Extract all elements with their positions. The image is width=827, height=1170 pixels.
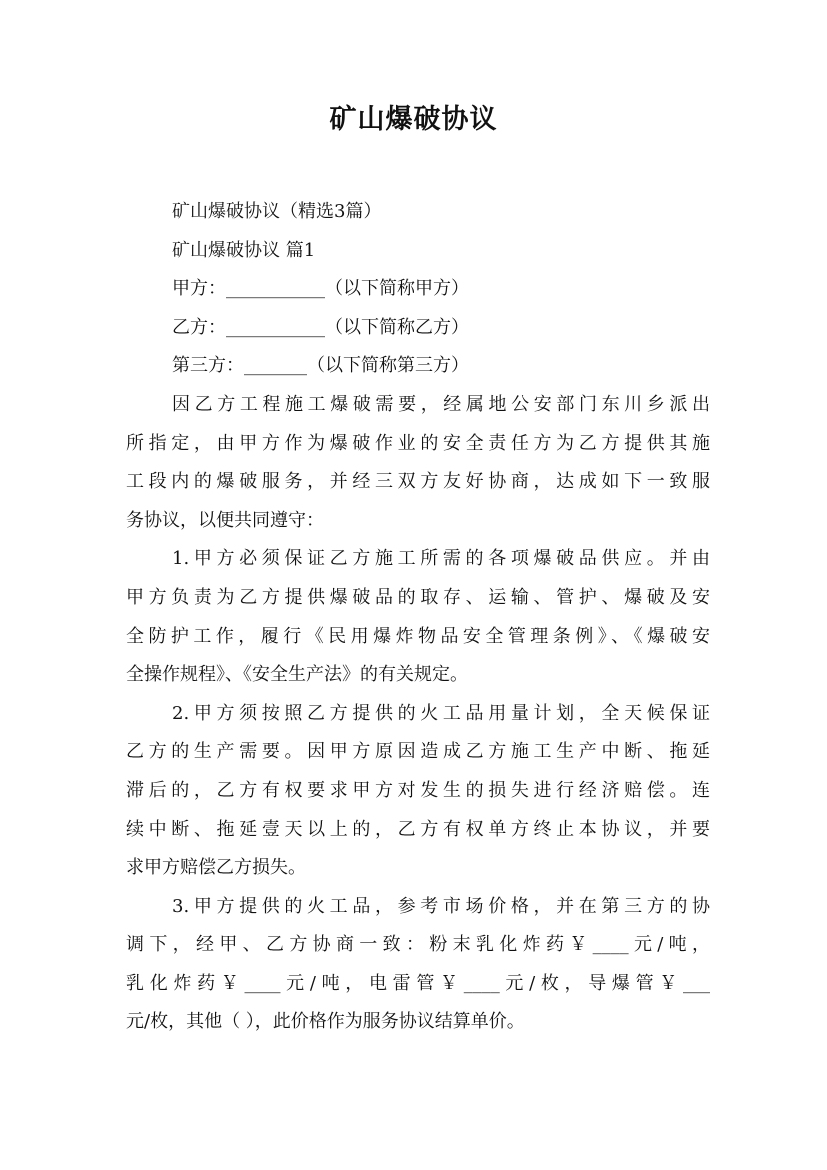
party-a-line: 甲方：___________（以下简称甲方）	[172, 278, 469, 300]
intro-paragraph-line: 所指定，由甲方作为爆破作业的安全责任方为乙方提供其施	[126, 432, 710, 454]
clause-3-line: 3.甲方提供的火工品，参考市场价格，并在第三方的协	[172, 895, 710, 917]
clause-2-line: 求甲方赔偿乙方损失。	[126, 857, 306, 879]
subtitle-line: 矿山爆破协议（精选3篇）	[172, 201, 382, 222]
clause-3-line: 调下，经甲、乙方协商一致：粉末乳化炸药￥____元/吨，	[126, 934, 710, 956]
clause-3-line: 乳化炸药￥____元/吨，电雷管￥____元/枚，导爆管￥___	[126, 972, 710, 994]
third-party-line: 第三方：_______（以下简称第三方）	[172, 355, 469, 377]
intro-paragraph-line: 务协议，以便共同遵守：	[126, 509, 324, 531]
clause-1-line: 全操作规程》、《安全生产法》的有关规定。	[126, 664, 468, 686]
clause-2-line: 滞后的，乙方有权要求甲方对发生的损失进行经济赔偿。连	[126, 779, 710, 801]
intro-paragraph-line: 因乙方工程施工爆破需要，经属地公安部门东川乡派出	[172, 393, 710, 415]
clause-3-line: 元/枚，其他（ ），此价格作为服务协议结算单价。	[126, 1011, 525, 1033]
clause-2-line: 2.甲方须按照乙方提供的火工品用量计划，全天候保证	[172, 702, 710, 724]
clause-1-line: 甲方负责为乙方提供爆破品的取存、运输、管护、爆破及安	[126, 586, 710, 608]
clause-2-line: 续中断、拖延壹天以上的，乙方有权单方终止本协议，并要	[126, 818, 710, 840]
document-title: 矿山爆破协议	[329, 104, 498, 135]
section-heading: 矿山爆破协议 篇1	[172, 239, 316, 261]
party-b-line: 乙方：___________（以下简称乙方）	[172, 316, 469, 338]
clause-2-line: 乙方的生产需要。因甲方原因造成乙方施工生产中断、拖延	[126, 741, 710, 763]
clause-1-line: 全防护工作，履行《民用爆炸物品安全管理条例》、《爆破安	[126, 625, 710, 647]
intro-paragraph-line: 工段内的爆破服务，并经三双方友好协商，达成如下一致服	[126, 471, 710, 493]
clause-1-line: 1.甲方必须保证乙方施工所需的各项爆破品供应。并由	[172, 548, 710, 570]
document-body	[126, 193, 710, 1042]
